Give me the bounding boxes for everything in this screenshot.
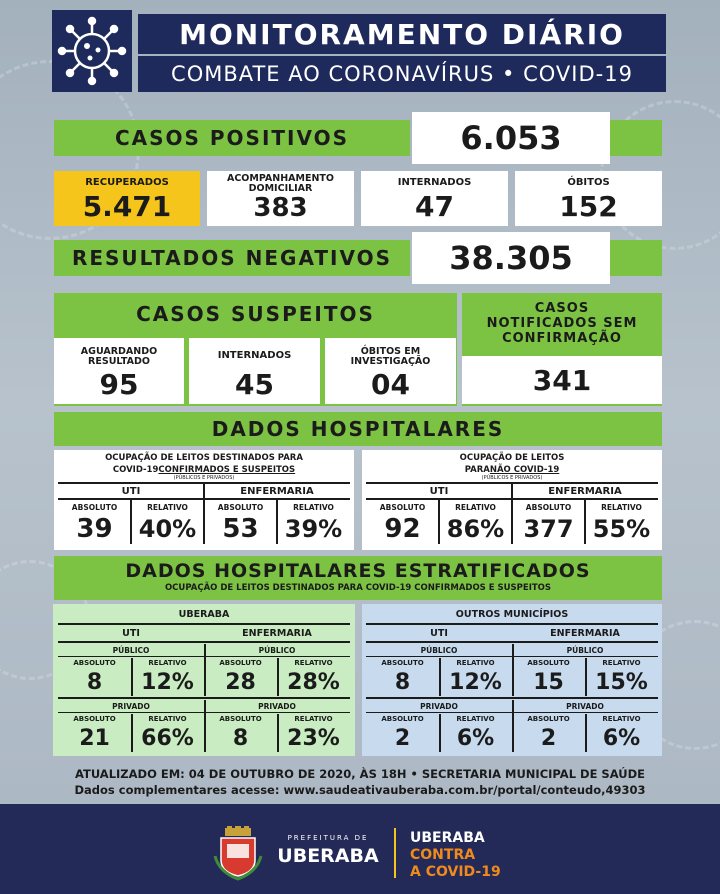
hosp-right-caption-1: OCUPAÇÃO DE LEITOS <box>459 453 565 463</box>
outros-uti: UTI <box>430 627 448 639</box>
internados-value: 47 <box>415 189 454 223</box>
uberaba-uti: UTI <box>122 627 140 639</box>
negativos-bar-end <box>610 240 662 276</box>
hosp-right-enfermaria: ENFERMARIA <box>548 485 622 497</box>
hosp-right-uti-relativo: 86% <box>446 515 505 543</box>
outros-privado-value: 6% <box>456 725 495 751</box>
outros-publico-value: 12% <box>449 669 502 695</box>
coronavirus-icon <box>52 10 132 92</box>
divider <box>512 700 514 752</box>
footer-divider <box>394 828 396 878</box>
divider <box>276 500 278 544</box>
campaign-line-1: UBERABA <box>410 830 485 846</box>
divider <box>439 658 441 696</box>
uberaba-privado-value: 21 <box>79 725 110 751</box>
divider <box>512 644 514 696</box>
obitos-investigacao-value: 04 <box>371 367 410 401</box>
divider <box>277 714 279 752</box>
outros-privado-value: 6% <box>602 725 641 751</box>
estratificados-subtitle: OCUPAÇÃO DE LEITOS DESTINADOS PARA COVID-19 CONFIRMADOS E SUSPEITOS <box>164 583 552 593</box>
outros-publico-uti: PÚBLICO <box>420 645 458 655</box>
campaign-line-2: CONTRA <box>410 847 476 863</box>
aguardando-value: 95 <box>99 367 139 401</box>
uberaba-publico-value: 8 <box>86 669 103 695</box>
uberaba-privado-uti: PRIVADO <box>112 701 150 711</box>
divider <box>131 658 133 696</box>
hosp-left-enfermaria: ENFERMARIA <box>240 485 314 497</box>
prefeitura-small: PREFEITURA DE <box>287 834 369 842</box>
uberaba-publico-col: ABSOLUTO <box>219 659 262 667</box>
outros-publico-enf: PÚBLICO <box>566 645 604 655</box>
estratificados-title: DADOS HOSPITALARES ESTRATIFICADOS <box>125 560 591 582</box>
obitos-investigacao-card <box>325 338 456 404</box>
outros-privado-col: RELATIVO <box>602 715 641 723</box>
uberaba-publico-col: RELATIVO <box>148 659 187 667</box>
uberaba-privado-enf: PRIVADO <box>258 701 296 711</box>
hosp-left-col-relativo: RELATIVO <box>293 502 334 512</box>
outros-privado-enf: PRIVADO <box>566 701 604 711</box>
outros-privado-col: RELATIVO <box>456 715 495 723</box>
hosp-right-col-absoluto: ABSOLUTO <box>379 502 426 512</box>
hosp-left-uti-relativo: 40% <box>138 515 197 543</box>
suspeitos-internados-value: 45 <box>235 367 274 401</box>
obitos-label: ÓBITOS <box>567 176 610 188</box>
outros-label: OUTROS MUNICÍPIOS <box>455 608 569 620</box>
obitos-investigacao-label: ÓBITOS EM INVESTIGAÇÃO <box>350 346 431 367</box>
suspeitos-internados-label: INTERNADOS <box>217 349 292 361</box>
estratificados-header <box>54 556 662 600</box>
hospitalares-title: DADOS HOSPITALARES <box>54 412 662 446</box>
uberaba-publico-value: 28 <box>225 669 256 695</box>
outros-enfermaria: ENFERMARIA <box>550 627 620 639</box>
complementares-link[interactable]: Dados complementares acesse: www.saudeativauberaba.com.br/portal/conteudo,49303 <box>74 783 646 797</box>
hosp-left-uti-absoluto: 39 <box>76 514 113 544</box>
negativos-value: 38.305 <box>412 232 610 284</box>
city-coat-of-arms-icon <box>213 826 263 881</box>
hosp-right-caption-emph: NÃO COVID-19 <box>489 464 560 475</box>
internados-label: INTERNADOS <box>397 176 472 188</box>
hosp-left-caption-emph: CONFIRMADOS E SUSPEITOS <box>158 464 296 475</box>
obitos-card <box>515 171 662 226</box>
hosp-left-enf-absoluto: 53 <box>222 514 259 544</box>
uberaba-publico-col: RELATIVO <box>294 659 333 667</box>
page-title: MONITORAMENTO DIÁRIO <box>138 14 666 54</box>
hosp-left-caption-1: OCUPAÇÃO DE LEITOS DESTINADOS PARA <box>105 453 303 463</box>
divider <box>58 623 350 625</box>
divider <box>438 500 440 544</box>
uberaba-publico-col: ABSOLUTO <box>73 659 116 667</box>
aguardando-label: AGUARDANDO RESULTADO <box>80 346 158 367</box>
outros-publico-value: 8 <box>394 669 411 695</box>
divider <box>366 623 658 625</box>
outros-publico-col: RELATIVO <box>456 659 495 667</box>
uberaba-privado-value: 66% <box>141 725 194 751</box>
positivos-bar-end <box>610 120 662 156</box>
divider <box>366 697 658 699</box>
divider <box>58 697 350 699</box>
outros-publico-value: 15% <box>595 669 648 695</box>
divider <box>277 658 279 696</box>
hosp-left-col-absoluto: ABSOLUTO <box>217 502 264 512</box>
obitos-value: 152 <box>559 189 618 223</box>
hosp-right-uti: UTI <box>429 485 449 497</box>
uberaba-publico-value: 12% <box>141 669 194 695</box>
hosp-right-col-relativo: RELATIVO <box>601 502 642 512</box>
divider <box>511 484 513 544</box>
domiciliar-value: 383 <box>253 193 308 223</box>
divider <box>131 714 133 752</box>
hosp-left-caption-small: (PÚBLICOS E PRIVADOS) <box>173 475 235 481</box>
outros-publico-col: ABSOLUTO <box>381 659 424 667</box>
positivos-label: CASOS POSITIVOS <box>54 120 410 156</box>
outros-privado-value: 2 <box>394 725 411 751</box>
suspeitos-label: CASOS SUSPEITOS <box>136 302 375 326</box>
divider <box>366 641 658 643</box>
uberaba-privado-col: RELATIVO <box>294 715 333 723</box>
recuperados-value: 5.471 <box>82 189 172 223</box>
domiciliar-label: ACOMPANHAMENTO DOMICILIAR <box>226 173 334 194</box>
divider <box>58 641 350 643</box>
divider <box>585 714 587 752</box>
domiciliar-card <box>207 171 354 226</box>
uberaba-privado-col: RELATIVO <box>148 715 187 723</box>
hosp-left-enf-relativo: 39% <box>284 515 343 543</box>
outros-privado-col: ABSOLUTO <box>527 715 570 723</box>
uberaba-publico-enf: PÚBLICO <box>258 645 296 655</box>
internados-card <box>361 171 508 226</box>
positivos-value: 6.053 <box>412 112 610 164</box>
outros-publico-col: RELATIVO <box>602 659 641 667</box>
outros-publico-value: 15 <box>533 669 564 695</box>
hosp-left-caption-2: COVID-19 CONFIRMADOS E SUSPEITOS <box>112 464 296 475</box>
hosp-right-uti-absoluto: 92 <box>384 514 421 544</box>
recuperados-card <box>54 171 200 226</box>
divider <box>203 484 205 544</box>
divider <box>204 644 206 696</box>
recuperados-label: RECUPERADOS <box>85 176 169 188</box>
hosp-right-caption-small: (PÚBLICOS E PRIVADOS) <box>481 475 543 481</box>
prefeitura-city: UBERABA <box>277 845 379 867</box>
hosp-left-col-relativo: RELATIVO <box>147 502 188 512</box>
notificados-label: CASOS NOTIFICADOS SEM CONFIRMAÇÃO <box>486 300 638 346</box>
hosp-right-col-absoluto: ABSOLUTO <box>525 502 572 512</box>
uberaba-privado-col: ABSOLUTO <box>73 715 116 723</box>
hosp-right-enf-absoluto: 377 <box>523 515 574 543</box>
uberaba-enfermaria: ENFERMARIA <box>242 627 312 639</box>
divider <box>130 500 132 544</box>
outros-privado-value: 2 <box>540 725 557 751</box>
negativos-label: RESULTADOS NEGATIVOS <box>54 240 410 276</box>
divider <box>585 658 587 696</box>
hosp-left-uti: UTI <box>121 485 141 497</box>
page-subtitle: COMBATE AO CORONAVÍRUS • COVID-19 <box>138 56 666 92</box>
uberaba-privado-col: ABSOLUTO <box>219 715 262 723</box>
aguardando-card <box>54 338 184 404</box>
uberaba-publico-value: 28% <box>287 669 340 695</box>
uberaba-label: UBERABA <box>178 608 230 620</box>
notificados-value: 341 <box>462 356 662 404</box>
hosp-right-enf-relativo: 55% <box>592 515 651 543</box>
outros-publico-col: ABSOLUTO <box>527 659 570 667</box>
hosp-right-col-relativo: RELATIVO <box>455 502 496 512</box>
suspeitos-internados-card <box>189 338 320 404</box>
updated-text: ATUALIZADO EM: 04 DE OUTUBRO DE 2020, ÀS 18H • SECRETARIA MUNICIPAL DE SAÚDE <box>74 767 646 781</box>
hosp-left-col-absoluto: ABSOLUTO <box>71 502 118 512</box>
divider <box>439 714 441 752</box>
uberaba-publico-uti: PÚBLICO <box>112 645 150 655</box>
outros-privado-col: ABSOLUTO <box>381 715 424 723</box>
campaign-line-3: A COVID-19 <box>410 864 501 880</box>
uberaba-privado-value: 23% <box>287 725 340 751</box>
divider <box>584 500 586 544</box>
uberaba-privado-value: 8 <box>232 725 249 751</box>
divider <box>204 700 206 752</box>
outros-privado-uti: PRIVADO <box>420 701 458 711</box>
hosp-right-caption-2: PARA NÃO COVID-19 <box>464 464 560 475</box>
